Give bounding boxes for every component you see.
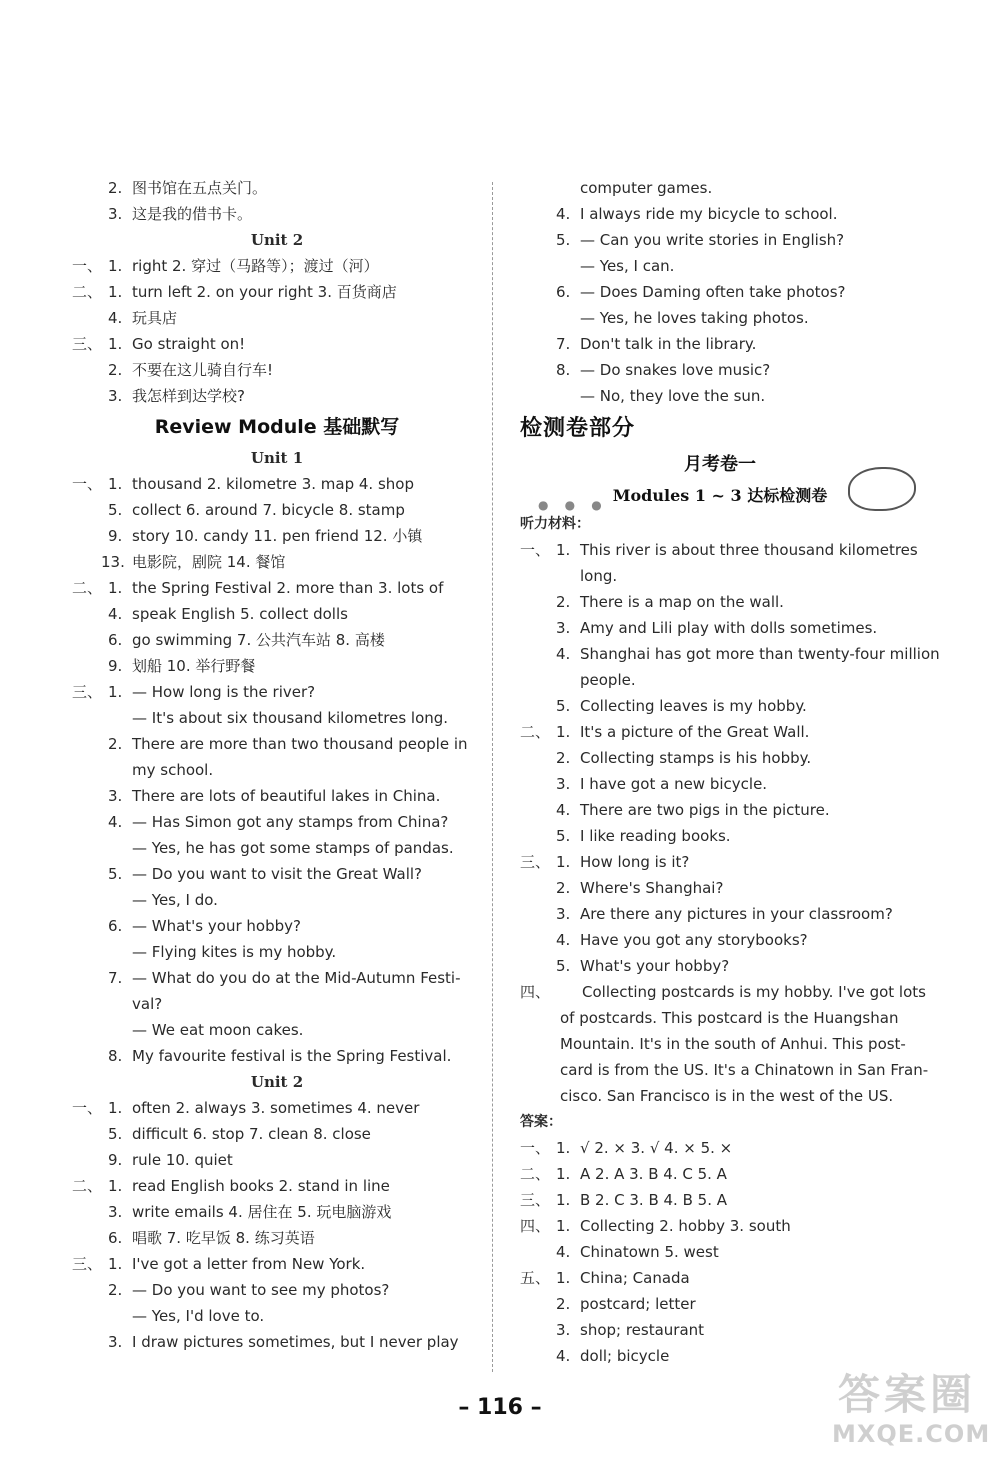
item-number: 9. [108, 527, 123, 545]
answer-line [520, 875, 920, 901]
item-number: 2. [108, 1281, 123, 1299]
item-text: — Do you want to visit the Great Wall? [132, 865, 422, 883]
item-text: This river is about three thousand kilometres [580, 541, 918, 559]
item-text: Collecting leaves is my hobby. [580, 697, 807, 715]
answer-line [72, 575, 482, 601]
answer-line [72, 1121, 482, 1147]
item-text: 这是我的借书卡。 [132, 205, 253, 223]
item-text: — How long is the river? [132, 683, 316, 701]
item-text: long. [580, 567, 618, 585]
item-number: 5. [556, 697, 571, 715]
answer-line [72, 175, 482, 201]
answer-line [520, 1291, 920, 1317]
watermark-url: MXQE.COM [832, 1420, 991, 1448]
item-text: go swimming 7. 公共汽车站 8. 高楼 [132, 631, 385, 649]
section-marker: 三、 [520, 853, 551, 871]
item-text: — Yes, I can. [580, 257, 675, 275]
item-text: the Spring Festival 2. more than 3. lots of [132, 579, 444, 597]
item-number: 7. [556, 335, 571, 353]
section-marker: 四、 [520, 983, 551, 1001]
answer-line [72, 653, 482, 679]
item-text: Go straight on! [132, 335, 246, 353]
answer-line [72, 1017, 482, 1043]
item-number: 13. [101, 553, 125, 571]
watermark-text: 答案圈 [837, 1370, 976, 1419]
item-number: 2. [108, 735, 123, 753]
unit-heading: Unit 1 [250, 449, 304, 467]
passage-line [520, 1031, 920, 1057]
item-text: 我怎样到达学校? [132, 387, 245, 405]
item-text: There is a map on the wall. [580, 593, 784, 611]
item-text: Amy and Lili play with dolls sometimes. [580, 619, 878, 637]
item-number: 1. [108, 257, 123, 275]
item-text: Are there any pictures in your classroom? [580, 905, 893, 923]
item-text: — Can you write stories in English? [580, 231, 845, 249]
item-text: Chinatown 5. west [580, 1243, 719, 1261]
item-text: people. [580, 671, 636, 689]
answer-line [72, 383, 482, 409]
item-number: 5. [556, 827, 571, 845]
item-text: — Yes, I'd love to. [132, 1307, 265, 1325]
answer-line [520, 175, 920, 201]
answer-line [72, 1173, 482, 1199]
answer-line [520, 693, 920, 719]
page-number: – 116 – [458, 1395, 542, 1420]
item-number: 1. [108, 1099, 123, 1117]
item-number: 1. [556, 853, 571, 871]
answer-line [72, 705, 482, 731]
item-text: Collecting postcards is my hobby. I've got lots [582, 983, 926, 1001]
item-text: Collecting 2. hobby 3. south [580, 1217, 791, 1235]
item-number: 4. [556, 1243, 571, 1261]
decor-dots: ● ● ● [538, 498, 608, 512]
answer-line [520, 901, 920, 927]
answer-line [520, 1135, 920, 1161]
answer-line [72, 887, 482, 913]
section-marker: 二、 [520, 723, 551, 741]
item-number: 1. [556, 1191, 571, 1209]
item-text: cisco. San Francisco is in the west of the US. [560, 1087, 894, 1105]
item-number: 4. [556, 931, 571, 949]
section-marker: 二、 [72, 579, 103, 597]
answer-line [520, 849, 920, 875]
item-number: 1. [108, 335, 123, 353]
item-number: 3. [556, 619, 571, 637]
label-line: 答案： [520, 1114, 562, 1130]
section-marker: 二、 [72, 1177, 103, 1195]
answer-line [72, 201, 482, 227]
section-marker: 二、 [520, 1165, 551, 1183]
item-number: 4. [556, 645, 571, 663]
answer-line [72, 757, 482, 783]
answer-line [72, 939, 482, 965]
section-marker: 三、 [72, 1255, 103, 1273]
item-number: 3. [556, 775, 571, 793]
answer-line [520, 953, 920, 979]
answer-line [72, 1043, 482, 1069]
answer-line [72, 1095, 482, 1121]
modules-title: Modules 1 ~ 3 达标检测卷 [612, 486, 828, 505]
item-text: write emails 4. 居住在 5. 玩电脑游戏 [132, 1203, 392, 1221]
answer-line [72, 601, 482, 627]
item-text: — What's your hobby? [132, 917, 301, 935]
answer-line [72, 1251, 482, 1277]
item-text: — What do you do at the Mid-Autumn Festi- [132, 969, 461, 987]
item-text: val? [132, 995, 163, 1013]
passage-line [520, 1083, 920, 1109]
item-number: 2. [556, 879, 571, 897]
item-number: 6. [108, 917, 123, 935]
passage-line [520, 979, 926, 1005]
item-number: 4. [108, 813, 123, 831]
item-number: 5. [108, 1125, 123, 1143]
answer-line [520, 201, 920, 227]
unit-heading: Unit 2 [250, 1073, 304, 1091]
item-text: 电影院，剧院 14. 餐馆 [132, 553, 286, 571]
item-number: 4. [556, 1347, 571, 1365]
item-number: 6. [556, 283, 571, 301]
answer-line [520, 227, 920, 253]
answer-line [72, 523, 482, 549]
item-text: What's your hobby? [580, 957, 730, 975]
item-text: China; Canada [580, 1269, 690, 1287]
item-number: 2. [556, 1295, 571, 1313]
item-text: I draw pictures sometimes, but I never play [132, 1333, 459, 1351]
answer-line [72, 1199, 482, 1225]
item-number: 1. [556, 1165, 571, 1183]
item-text: How long is it? [580, 853, 690, 871]
answer-line [520, 823, 920, 849]
item-text: — Yes, I do. [132, 891, 218, 909]
item-number: 4. [108, 605, 123, 623]
item-text: — Do snakes love music? [580, 361, 771, 379]
module-heading: Review Module 基础默写 [154, 416, 400, 438]
answer-line [72, 305, 482, 331]
answer-line [520, 1317, 920, 1343]
answer-line [520, 1265, 920, 1291]
item-text: B 2. C 3. B 4. B 5. A [580, 1191, 727, 1209]
item-text: computer games. [580, 179, 713, 197]
answer-line [520, 1161, 920, 1187]
answer-line [520, 279, 920, 305]
answer-line [72, 731, 482, 757]
item-text: shop; restaurant [580, 1321, 705, 1339]
item-number: 4. [556, 801, 571, 819]
item-text: There are lots of beautiful lakes in China. [132, 787, 441, 805]
answer-line [72, 991, 482, 1017]
item-text: doll; bicycle [580, 1347, 670, 1365]
item-text: postcard; letter [580, 1295, 696, 1313]
item-text: speak English 5. collect dolls [132, 605, 348, 623]
item-text: — Yes, he has got some stamps of pandas. [132, 839, 454, 857]
item-text: often 2. always 3. sometimes 4. never [132, 1099, 420, 1117]
answer-line [72, 809, 482, 835]
section-marker: 一、 [72, 475, 103, 493]
item-text: — It's about six thousand kilometres long. [132, 709, 449, 727]
item-text: There are two pigs in the picture. [580, 801, 830, 819]
section-marker: 一、 [520, 541, 551, 559]
answer-line [520, 745, 920, 771]
item-text: Mountain. It's in the south of Anhui. This post- [560, 1035, 906, 1053]
item-text: — Flying kites is my hobby. [132, 943, 337, 961]
item-number: 1. [108, 283, 123, 301]
watermark-logo [832, 1370, 991, 1463]
passage-line [520, 1057, 929, 1083]
right-column [520, 175, 940, 1369]
answer-line [520, 357, 920, 383]
item-number: 1. [556, 541, 571, 559]
answer-line [72, 331, 482, 357]
answer-line [72, 679, 482, 705]
item-number: 2. [108, 361, 123, 379]
item-text: Don't talk in the library. [580, 335, 757, 353]
answer-line [520, 253, 920, 279]
item-number: 3. [108, 1333, 123, 1351]
item-text: 玩具店 [132, 309, 178, 327]
answer-line [520, 771, 920, 797]
item-text: of postcards. This postcard is the Huangshan [560, 1009, 899, 1027]
answer-line [520, 305, 920, 331]
item-text: It's a picture of the Great Wall. [580, 723, 810, 741]
item-text: I have got a new bicycle. [580, 775, 768, 793]
item-text: Where's Shanghai? [580, 879, 724, 897]
item-number: 1. [108, 1255, 123, 1273]
item-text: — We eat moon cakes. [132, 1021, 304, 1039]
item-number: 1. [108, 683, 123, 701]
answer-line [72, 253, 482, 279]
item-text: turn left 2. on your right 3. 百货商店 [132, 283, 397, 301]
item-text: — No, they love the sun. [580, 387, 766, 405]
item-number: 5. [108, 501, 123, 519]
answer-line [72, 783, 482, 809]
section-marker: 一、 [72, 257, 103, 275]
item-text: Shanghai has got more than twenty-four million [580, 645, 940, 663]
item-text: rule 10. quiet [132, 1151, 233, 1169]
item-number: 1. [108, 475, 123, 493]
section-marker: 五、 [520, 1269, 551, 1287]
item-number: 2. [556, 749, 571, 767]
item-number: 1. [556, 1217, 571, 1235]
answer-line [520, 719, 920, 745]
section-marker: 一、 [72, 1099, 103, 1117]
item-text: — Does Daming often take photos? [580, 283, 846, 301]
section-marker: 二、 [72, 283, 103, 301]
item-text: thousand 2. kilometre 3. map 4. shop [132, 475, 414, 493]
item-text: My favourite festival is the Spring Festival. [132, 1047, 452, 1065]
item-text: 不要在这儿骑自行车! [132, 361, 274, 379]
section-marker: 一、 [520, 1139, 551, 1157]
exam-title: 月考卷一 [684, 454, 756, 475]
item-number: 3. [108, 1203, 123, 1221]
item-text: my school. [132, 761, 214, 779]
answer-line [72, 357, 482, 383]
item-text: right 2. 穿过（马路等）；渡过（河） [132, 257, 379, 275]
item-number: 4. [108, 309, 123, 327]
item-number: 5. [556, 231, 571, 249]
item-text: collect 6. around 7. bicycle 8. stamp [132, 501, 405, 519]
answer-line [520, 1239, 920, 1265]
answer-line [520, 927, 920, 953]
item-number: 3. [556, 905, 571, 923]
section-marker: 三、 [72, 683, 103, 701]
answer-line [520, 1187, 920, 1213]
section-marker: 四、 [520, 1217, 551, 1235]
item-number: 6. [108, 631, 123, 649]
item-text: 唱歌 7. 吃早饭 8. 练习英语 [132, 1229, 315, 1247]
answer-line [520, 615, 920, 641]
answer-line [520, 563, 920, 589]
item-text: There are more than two thousand people in [132, 735, 468, 753]
item-number: 8. [108, 1047, 123, 1065]
answer-line [520, 1343, 920, 1369]
item-number: 2. [108, 179, 123, 197]
section-marker: 三、 [520, 1191, 551, 1209]
unit-heading: Unit 2 [250, 231, 304, 249]
answer-line [72, 549, 482, 575]
item-text: — Do you want to see my photos? [132, 1281, 390, 1299]
item-text: Collecting stamps is his hobby. [580, 749, 812, 767]
answer-line [520, 797, 920, 823]
answer-line [72, 835, 482, 861]
answer-line [72, 627, 482, 653]
answer-line [520, 589, 920, 615]
item-number: 3. [108, 787, 123, 805]
item-number: 6. [108, 1229, 123, 1247]
modules-subtitle [520, 481, 920, 511]
item-number: 1. [556, 1269, 571, 1287]
answer-line [520, 1213, 920, 1239]
item-text: 划船 10. 举行野餐 [132, 657, 256, 675]
item-number: 9. [108, 657, 123, 675]
item-text: — Yes, he loves taking photos. [580, 309, 809, 327]
item-number: 1. [108, 579, 123, 597]
answer-line [520, 641, 940, 667]
answer-line [72, 965, 482, 991]
item-number: 8. [556, 361, 571, 379]
answer-line [72, 1329, 482, 1355]
badge-graphic [848, 467, 916, 511]
item-text: Have you got any storybooks? [580, 931, 808, 949]
answer-line [72, 861, 482, 887]
answer-line [72, 497, 482, 523]
section-heading: 检测卷部分 [520, 416, 636, 441]
answer-line [520, 667, 920, 693]
answer-line [72, 1303, 482, 1329]
item-text: I've got a letter from New York. [132, 1255, 366, 1273]
answer-line [72, 1225, 482, 1251]
item-text: card is from the US. It's a Chinatown in San Fran- [560, 1061, 929, 1079]
answer-line [72, 913, 482, 939]
item-text: story 10. candy 11. pen friend 12. 小镇 [132, 527, 423, 545]
item-number: 5. [108, 865, 123, 883]
item-number: 1. [108, 1177, 123, 1195]
answer-line [72, 279, 482, 305]
item-text: 图书馆在五点关门。 [132, 179, 268, 197]
item-number: 1. [556, 1139, 571, 1157]
item-text: difficult 6. stop 7. clean 8. close [132, 1125, 371, 1143]
item-number: 9. [108, 1151, 123, 1169]
item-text: read English books 2. stand in line [132, 1177, 390, 1195]
answer-line [520, 537, 920, 563]
label-line: 听力材料： [520, 516, 590, 532]
item-text: A 2. A 3. B 4. C 5. A [580, 1165, 727, 1183]
answer-line [72, 1277, 482, 1303]
column-divider [492, 182, 493, 1372]
answer-line [520, 331, 920, 357]
item-number: 4. [556, 205, 571, 223]
item-number: 3. [108, 205, 123, 223]
item-number: 5. [556, 957, 571, 975]
answer-line [72, 1147, 482, 1173]
item-number: 7. [108, 969, 123, 987]
item-text: I like reading books. [580, 827, 731, 845]
answer-line [520, 383, 920, 409]
left-column [72, 175, 482, 1355]
section-marker: 三、 [72, 335, 103, 353]
answer-line [72, 471, 482, 497]
item-number: 3. [556, 1321, 571, 1339]
item-text: √ 2. × 3. √ 4. × 5. × [580, 1139, 733, 1157]
passage-line [520, 1005, 920, 1031]
item-number: 3. [108, 387, 123, 405]
item-text: I always ride my bicycle to school. [580, 205, 838, 223]
item-text: — Has Simon got any stamps from China? [132, 813, 449, 831]
item-number: 2. [556, 593, 571, 611]
item-number: 1. [556, 723, 571, 741]
